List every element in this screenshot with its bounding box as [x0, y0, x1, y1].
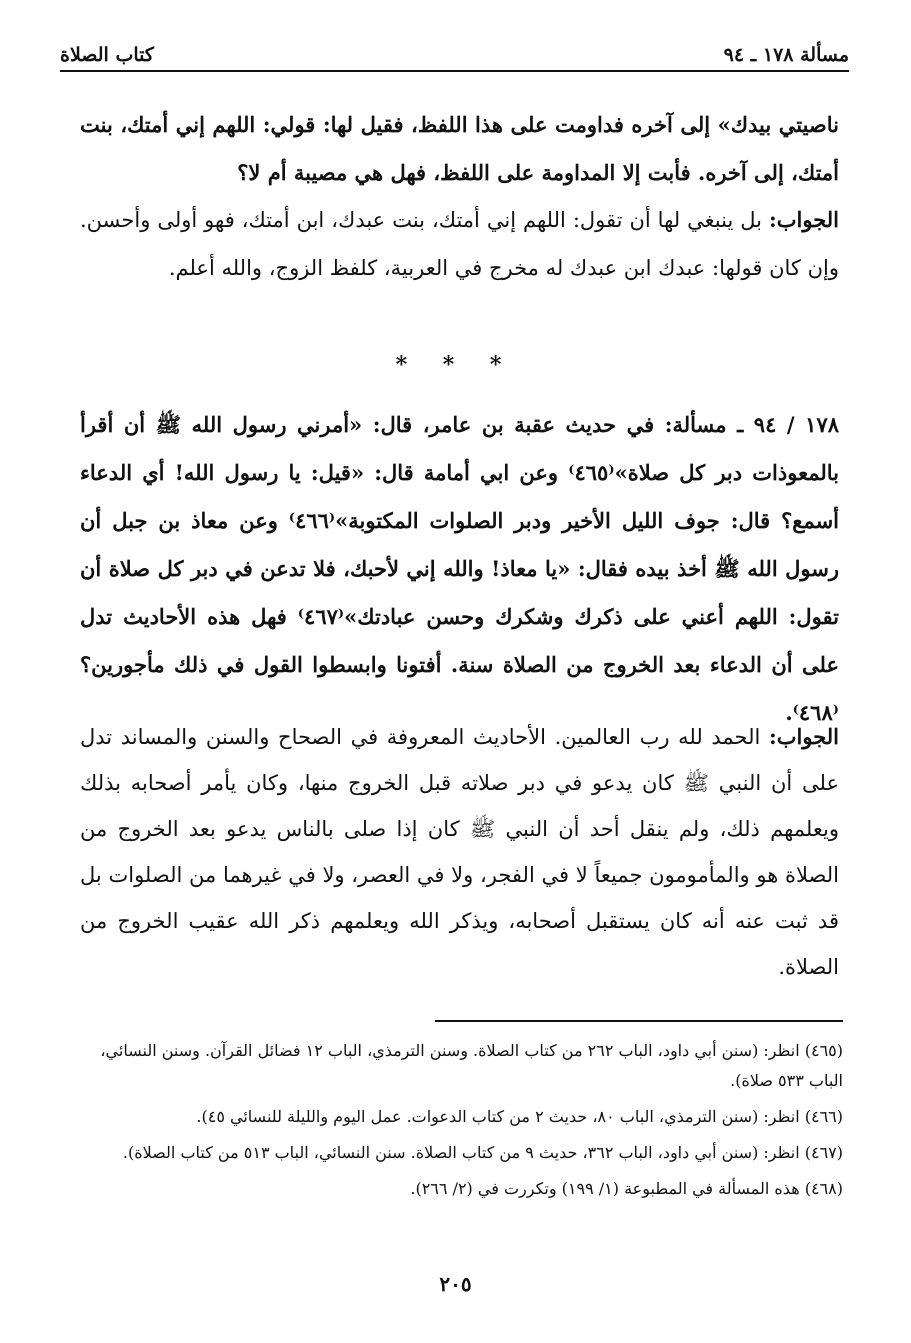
footnote: (٤٦٥) انظر: (سنن أبي داود، الباب ٢٦٢ من كتاب الصلاة. وسنن الترمذي، الباب ١٢ فضائل القرآن. وسنن النسائي، الباب ٥٣٣ صلاة).: [100, 1041, 843, 1090]
question-continuation: ناصيتي بيدك» إلى آخره فداومت على هذا اللفظ، فقيل لها: قولي: اللهم إني أمتك، بنت أمتك، إلى آخره. فأبت إلا المداومة على اللفظ، فهل هي مصيبة أم لا؟: [80, 112, 839, 185]
footnote-divider: [435, 1020, 843, 1022]
answer-paragraph-2: [80, 714, 839, 990]
footnote: (٤٦٧) انظر: (سنن أبي داود، الباب ٣٦٢، حديث ٩ من كتاب الصلاة. سنن النسائي، الباب ٥١٣ من كتاب الصلاة).: [122, 1143, 843, 1162]
running-header: [60, 34, 849, 66]
answer-text: الحمد لله رب العالمين. الأحاديث المعروفة في الصحاح والسنن والمساند تدل على أن النبي ﷺ كان يدعو في دبر صلاته قبل الخروج منها، وكان يأمر أصحابه بذلك ويعلمهم ذلك، ولم ينقل أحد أن النبي ﷺ كان إذا صلى بالناس يدعو بعد الخروج من الصلاة هو والمأمومون جميعاً لا في الفجر، ولا في العصر، ولا في غيرهما من الصلوات بل قد ثبت عنه أنه كان يستقبل أصحابه، ويذكر الله ويعلمهم ذكر الله عقيب الخروج من الصلاة.: [80, 725, 839, 979]
answer-paragraph-1: [80, 196, 839, 292]
header-section-title: كتاب الصلاة: [60, 44, 154, 66]
section-separator: * * *: [395, 352, 516, 378]
footnote: (٤٦٨) هذه المسألة في المطبوعة (١/ ١٩٩) وتكررت في (٢/ ٢٦٦).: [410, 1179, 843, 1198]
answer-label: الجواب:: [769, 724, 839, 749]
question-number: ١٧٨ / ٩٤ ـ مسألة:: [664, 412, 840, 437]
footnotes: [80, 1036, 843, 1210]
answer-text: بل ينبغي لها أن تقول: اللهم إني أمتك، بنت عبدك، ابن أمتك، فهو أولى وأحسن. وإن كان قولها: عبدك ابن عبدك له مخرج في العربية، كلفظ الزوج، والله أعلم.: [80, 208, 839, 280]
header-question-ref: مسألة ١٧٨ ـ ٩٤: [723, 44, 849, 66]
question-text: في حديث عقبة بن عامر، قال: «أمرني رسول الله ﷺ أن أقرأ بالمعوذات دبر كل صلاة»⁽٤٦٥⁾ وعن ابي أمامة قال: «قيل: يا رسول الله! أي الدعاء أسمع؟ قال: جوف الليل الأخير ودبر الصلوات المكتوبة»⁽٤٦٦⁾ وعن معاذ بن جبل أن رسول الله ﷺ أخذ بيده فقال: «يا معاذ! والله إني لأحبك، فلا تدعن في دبر كل صلاة أن تقول: اللهم أعني على ذكرك وشكرك وحسن عبادتك»⁽٤٦٧⁾ فهل هذه الأحاديث تدل على أن الدعاء بعد الخروج من الصلاة سنة. أفتونا وابسطوا القول في ذلك مأجورين؟⁽٤٦٨⁾.: [80, 412, 840, 725]
answer-label: الجواب:: [769, 207, 839, 232]
page-number: ٢٠٥: [439, 1272, 472, 1296]
header-divider: [60, 70, 849, 72]
footnote: (٤٦٦) انظر: (سنن الترمذي، الباب ٨٠، حديث ٢ من كتاب الدعوات. عمل اليوم والليلة للنسائي ٤٥).: [196, 1107, 843, 1126]
question-paragraph-2: [80, 401, 839, 737]
